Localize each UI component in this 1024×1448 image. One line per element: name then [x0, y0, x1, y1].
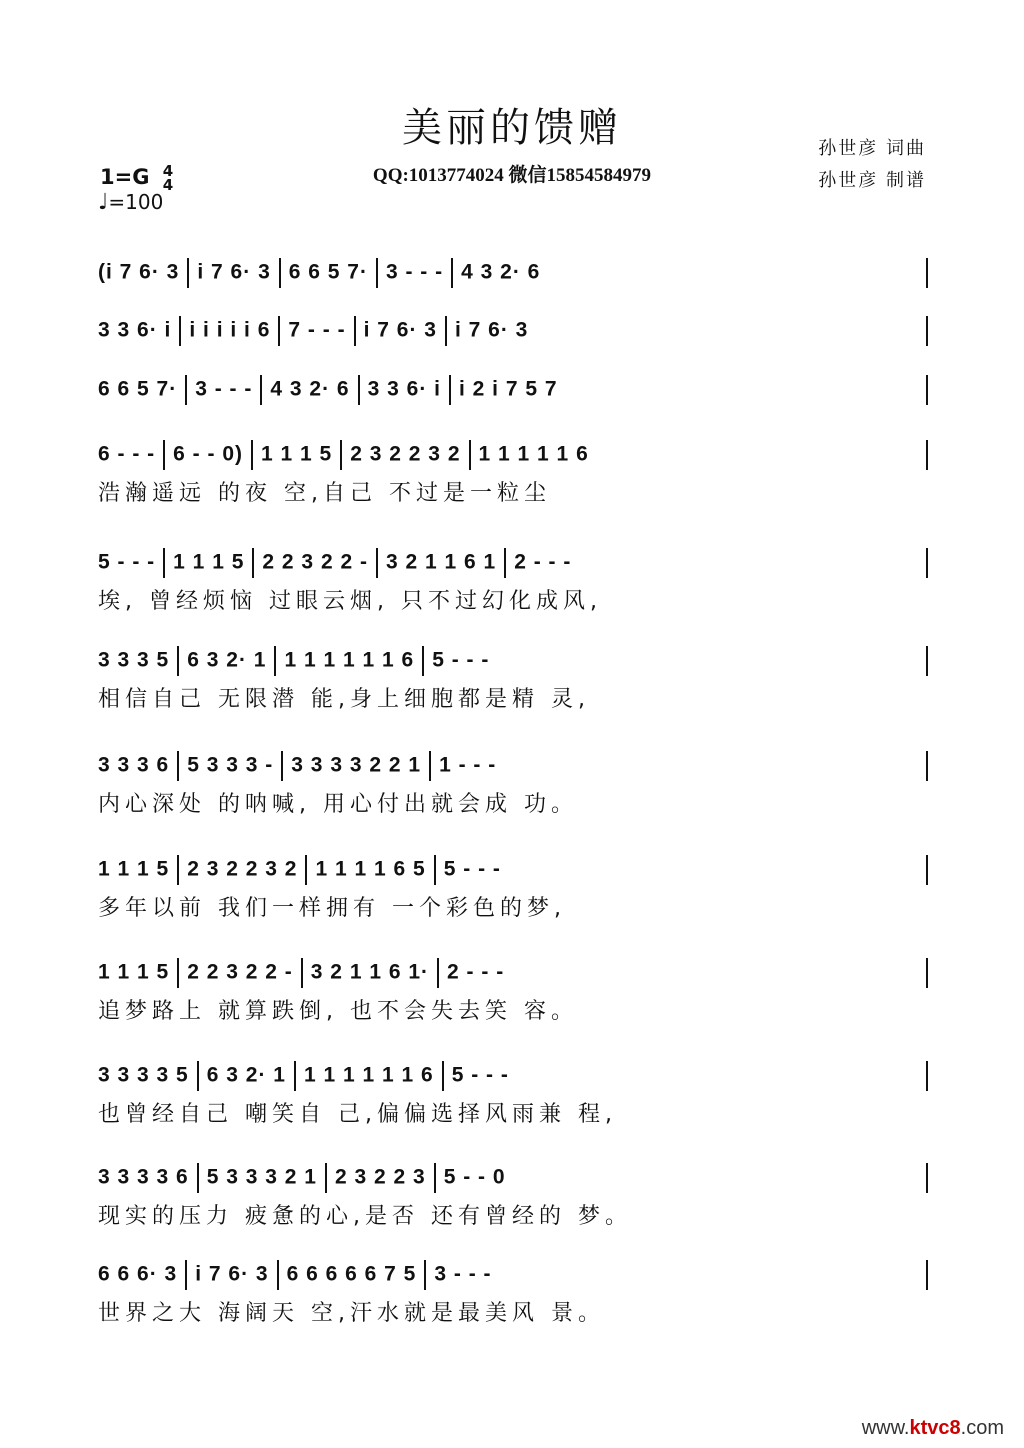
bar-line [429, 751, 431, 781]
bar-line [163, 440, 165, 470]
lyrics-line: 多年以前 我们一样拥有 一个彩色的梦, [98, 896, 566, 921]
bar-line [376, 258, 378, 288]
bar-line [252, 548, 254, 578]
watermark-brand: ktvc8 [909, 1417, 961, 1439]
measure: 1 1 1 1 1 1 6 [303, 1063, 434, 1087]
bar-line [451, 258, 453, 288]
measure: 2 3 2 2 3 2 [350, 442, 461, 466]
bar-line [197, 1163, 199, 1193]
bar-line [251, 440, 253, 470]
notation-line [98, 1163, 926, 1193]
measure: i i i i i 6 [189, 318, 271, 342]
measure: 2 3 2 2 3 [334, 1165, 426, 1189]
notation-line [98, 375, 926, 405]
site-watermark [862, 1417, 1004, 1440]
bar-line [926, 375, 928, 405]
bar-line [434, 855, 436, 885]
lyrics-line: 埃, 曾经烦恼 过眼云烟, 只不过幻化成风, [98, 589, 602, 614]
measure: 3 2 1 1 6 1· [310, 960, 430, 984]
bar-line [445, 316, 447, 346]
measure: 6 - - - [98, 442, 156, 466]
bar-line [926, 1163, 928, 1193]
measure: i 7 6· 3 [197, 260, 271, 284]
bar-line [274, 646, 276, 676]
measure: 7 - - - [288, 318, 346, 342]
bar-line [376, 548, 378, 578]
bar-line [281, 751, 283, 781]
bar-line [926, 751, 928, 781]
bar-line [926, 958, 928, 988]
measure: 6 3 2· 1 [206, 1063, 286, 1087]
notation-line [98, 1061, 926, 1091]
measure: 1 1 1 5 [173, 550, 245, 574]
bar-line [294, 1061, 296, 1091]
contact-info: QQ:1013774024 微信15854584979 [372, 165, 652, 186]
measure: 6 - - 0) [173, 442, 244, 466]
measure: 3 2 1 1 6 1 [385, 550, 497, 574]
notation-line [98, 751, 926, 781]
measure: 2 - - - [514, 550, 572, 574]
quarter-note-icon: ♩ [98, 190, 109, 215]
measure: 1 - - - [439, 753, 497, 777]
bar-line [179, 316, 181, 346]
bar-line [187, 258, 189, 288]
measure: 1 1 1 5 [98, 960, 170, 984]
time-signature-bottom: 4 [162, 176, 174, 194]
watermark-suffix: .com [960, 1417, 1004, 1439]
bar-line [197, 1061, 199, 1091]
bar-line [926, 1061, 928, 1091]
measure: 3 3 6· i [367, 377, 441, 401]
measure: 5 - - - [98, 550, 156, 574]
measure: 6 6 5 7· [288, 260, 368, 284]
measure: 5 - - - [432, 648, 490, 672]
bar-line [434, 1163, 436, 1193]
bar-line [260, 375, 262, 405]
measure: 1 1 1 5 [98, 857, 170, 881]
bar-line [278, 316, 280, 346]
measure: i 7 6· 3 [195, 1262, 269, 1286]
bar-line [277, 1260, 279, 1290]
bar-line [422, 646, 424, 676]
notation-line [98, 855, 926, 885]
bar-line [437, 958, 439, 988]
bar-line [163, 548, 165, 578]
bar-line [340, 440, 342, 470]
measure: 1 1 1 1 6 5 [315, 857, 426, 881]
measure: 3 3 3 5 [98, 648, 170, 672]
bar-line [301, 958, 303, 988]
lyrics-line: 世界之大 海阔天 空,汗水就是最美风 景。 [98, 1301, 605, 1326]
measure: 3 3 6· i [98, 318, 172, 342]
lyrics-line: 相信自己 无限潜 能,身上细胞都是精 灵, [98, 687, 590, 712]
measure: 3 3 3 6 [98, 753, 170, 777]
notation-line [98, 440, 926, 470]
bar-line [424, 1260, 426, 1290]
bar-line [354, 316, 356, 346]
bar-line [305, 855, 307, 885]
bar-line [926, 855, 928, 885]
bar-line [926, 258, 928, 288]
bar-line [926, 440, 928, 470]
bar-line [926, 316, 928, 346]
bar-line [469, 440, 471, 470]
bar-line [177, 855, 179, 885]
measure: 3 - - - [434, 1262, 492, 1286]
measure: 5 3 3 3 - [187, 753, 274, 777]
bar-line [185, 375, 187, 405]
measure: 3 - - - [195, 377, 253, 401]
lyrics-line: 现实的压力 疲惫的心,是否 还有曾经的 梦。 [98, 1204, 632, 1229]
measure: 6 6 6· 3 [98, 1262, 178, 1286]
bar-line [504, 548, 506, 578]
measure: 5 3 3 3 2 1 [206, 1165, 317, 1189]
lyrics-music-credit: 孙世彦 词曲 [818, 138, 926, 159]
notation-credit: 孙世彦 制谱 [818, 170, 926, 191]
time-signature-top: 4 [162, 162, 174, 180]
measure: (i 7 6· 3 [98, 260, 180, 284]
measure: 3 - - - [385, 260, 444, 284]
bar-line [325, 1163, 327, 1193]
measure: 1 1 1 1 1 1 6 [284, 648, 415, 672]
measure: 1 1 1 1 1 6 [478, 442, 589, 466]
measure: 2 2 3 2 2 - [262, 550, 368, 574]
measure: i 7 6· 3 [454, 318, 529, 342]
notation-line [98, 316, 926, 346]
bar-line [926, 1260, 928, 1290]
measure: 6 6 6 6 6 7 5 [286, 1262, 417, 1286]
notation-line [98, 958, 926, 988]
notation-line [98, 548, 926, 578]
lyrics-line: 浩瀚遥远 的夜 空,自己 不过是一粒尘 [98, 481, 551, 506]
notation-line [98, 646, 926, 676]
measure: 5 - - - [443, 857, 501, 881]
bar-line [358, 375, 360, 405]
bar-line [926, 548, 928, 578]
bar-line [926, 646, 928, 676]
bar-line [177, 646, 179, 676]
bar-line [177, 751, 179, 781]
lyrics-line: 也曾经自己 嘲笑自 己,偏偏选择风雨兼 程, [98, 1102, 617, 1127]
bar-line [449, 375, 451, 405]
measure: 2 3 2 2 3 2 [187, 857, 298, 881]
tempo-value: =100 [108, 190, 164, 214]
measure: 3 3 3 3 2 2 1 [291, 753, 422, 777]
measure: 3 3 3 3 6 [98, 1165, 189, 1189]
measure: 5 - - - [451, 1063, 509, 1087]
measure: 4 3 2· 6 [270, 377, 350, 401]
measure: 4 3 2· 6 [461, 260, 541, 284]
notation-line [98, 258, 926, 288]
measure: 1 1 1 5 [261, 442, 333, 466]
bar-line [185, 1260, 187, 1290]
measure: 3 3 3 3 5 [98, 1063, 189, 1087]
lyrics-line: 内心深处 的呐喊, 用心付出就会成 功。 [98, 792, 578, 817]
bar-line [177, 958, 179, 988]
measure: i 7 6· 3 [363, 318, 437, 342]
measure: 2 - - - [447, 960, 505, 984]
bar-line [279, 258, 281, 288]
key-text: 1=G [100, 165, 150, 189]
measure: 6 3 2· 1 [187, 648, 267, 672]
tempo-marking [98, 190, 163, 215]
notation-line [98, 1260, 926, 1290]
time-signature [163, 164, 173, 192]
song-title: 美丽的馈赠 [402, 105, 622, 151]
measure: 2 2 3 2 2 - [187, 960, 293, 984]
lyrics-line: 追梦路上 就算跌倒, 也不会失去笑 容。 [98, 999, 578, 1024]
measure: 5 - - 0 [443, 1165, 506, 1189]
measure: i 2 i 7 5 7 [458, 377, 558, 401]
measure: 6 6 5 7· [98, 377, 178, 401]
bar-line [442, 1061, 444, 1091]
key-signature [100, 164, 173, 192]
watermark-prefix: www. [861, 1417, 910, 1439]
